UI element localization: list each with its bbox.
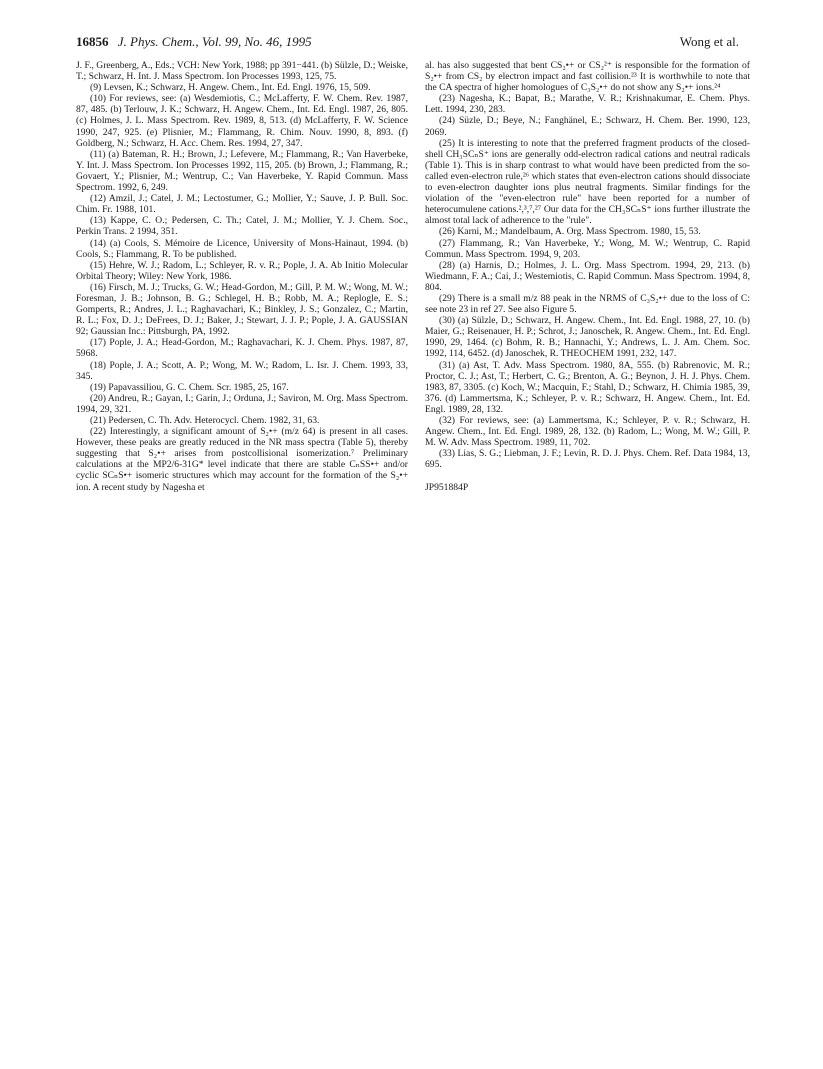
reference-17: (17) Pople, J. A.; Head-Gordon, M.; Raghavachari, K. J. Chem. Phys. 1987, 87, 5968. [76,337,408,360]
reference-10: (10) For reviews, see: (a) Wesdemiotis, C.; McLafferty, F. W. Chem. Rev. 1987, 87, 485. (b) Terlouw, J. K.; Schwarz, H. Angew. Chem., Int. Ed. Engl. 1987, 26, 805. (c) Holmes, J. L. Mass Spectrom. Rev. 1989, 8, 513. (d) McLafferty, F. W. Science 1990, 247, 925. (e) Plisnier, M.; Flammang, R. Chim. Nouv. 1990, 8, 893. (f) Goldberg, N.; Schwarz, H. Acc. Chem. Res. 1994, 27, 347. [76,93,408,149]
reference-25: (25) It is interesting to note that the preferred fragment products of the closed-shell CH₃SCₙS⁺ ions are generally odd-electron radical cations and neutral radicals (Table 1). This is in sharp contrast to what would have been predicted from the so-called even-electron rule,²⁶ which states that even-electron cations should dissociate to even-electron daughter ions plus neutral fragments. Similar findings for the violation of the "even-electron rule" have been reported for a number of heterocumulene cations.²,³,⁷,²⁷ Our data for the CH₃SCₙS⁺ ions further illustrate the almost total lack of adherence to the "rule". [425,137,750,227]
reference-20: (20) Andreu, R.; Gayan, I.; Garin, J.; Orduna, J.; Saviron, M. Org. Mass Spectrom. 1994, 29, 321. [76,392,408,415]
reference-8-continued: J. F., Greenberg, A., Eds.; VCH: New York, 1988; pp 391−441. (b) Sülzle, D.; Weiske, T.; Schwarz, H. Int. J. Mass Spectrom. Ion Processes 1993, 125, 75. [76,60,408,83]
reference-28: (28) (a) Harnis, D.; Holmes, J. L. Org. Mass Spectrom. 1994, 29, 213. (b) Wiedmann, F. A.; Cai, J.; Westemiotis, C. Rapid Commun. Mass Spectrom. 1994, 8, 804. [425,259,750,293]
reference-32: (32) For reviews, see: (a) Lammertsma, K.; Schleyer, P. v. R.; Schwarz, H. Angew. Chem., Int. Ed. Engl. 1989, 28, 132. (b) Radom, L.; Wong, M. W.; Gill, P. M. W. Adv. Mass Spectrom. 1989, 11, 702. [425,415,750,449]
page-number: 16856 [76,34,109,49]
reference-33: (33) Lias, S. G.; Liebman, J. F.; Levin, R. D. J. Phys. Chem. Ref. Data 1984, 13, 695. [425,448,750,471]
references-left-column [76,60,408,493]
reference-13: (13) Kappe, C. O.; Pedersen, C. Th.; Catel, J. M.; Mollier, Y. J. Chem. Soc., Perkin Trans. 2 1994, 351. [76,215,408,238]
reference-18: (18) Pople, J. A.; Scott, A. P.; Wong, M. W.; Radom, L. Isr. J. Chem. 1993, 33, 345. [76,359,408,382]
references-right-column [425,60,750,494]
reference-22: (22) Interestingly, a significant amount of S₂•+ (m/z 64) is present in all cases. However, these peaks are greatly reduced in the NR mass spectra (Table 5), thereby suggesting that S₂•+ arises from postcollisional isomerization.⁷ Preliminary calculations at the MP2/6-31G* level indicate that there are stable CₙSS•+ and/or cyclic SCₙS•+ isomeric structures which may account for the formation of the S₂•+ ion. A recent study by Nagesha et [76,426,408,493]
reference-22-continued: al. has also suggested that bent CS₂•+ or CS₂²⁺ is responsible for the formation of S₂•+ from CS₂ by electron impact and fast collision.²³ It is worthwhile to note that the CA spectra of higher homologues of C₃S₂•+ do not show any S₂•+ ions.²⁴ [425,60,750,94]
reference-27: (27) Flammang, R.; Van Haverbeke, Y.; Wong, M. W.; Wentrup, C. Rapid Commun. Mass Spectrom. 1994, 9, 203. [425,237,750,260]
reference-21: (21) Pedersen, C. Th. Adv. Heterocycl. Chem. 1982, 31, 63. [90,415,320,426]
reference-31: (31) (a) Ast, T. Adv. Mass Spectrom. 1980, 8A, 555. (b) Rabrenovic, M. R.; Proctor, C. J.; Ast, T.; Herbert, C. G.; Brenton, A. G.; Beynon, J. H. J. Phys. Chem. 1983, 87, 3305. (c) Koch, W.; Macquin, F.; Stahl, D.; Schwarz, H. Chimia 1985, 39, 376. (d) Lammertsma, K.; Schleyer, P. v. R.; Schwarz, H. Angew. Chem., Int. Ed. Engl. 1989, 28, 132. [425,359,750,415]
reference-9: (9) Levsen, K.; Schwarz, H. Angew. Chem., Int. Ed. Engl. 1976, 15, 509. [90,82,371,94]
page-header [0,34,823,54]
reference-24: (24) Süzle, D.; Beye, N.; Fanghänel, E.; Schwarz, H. Chem. Ber. 1990, 123, 2069. [425,115,750,138]
reference-30: (30) (a) Sülzle, D.; Schwarz, H. Angew. Chem., Int. Ed. Engl. 1988, 27, 10. (b) Maier, G.; Reisenauer, H. P.; Schrot, J.; Janoschek, R. Angew. Chem., Int. Ed. Engl. 1990, 29, 1464. (c) Bohm, R. B.; Hannachi, Y.; Andrews, L. J. Am. Chem. Soc. 1992, 114, 6452. (d) Janoschek, R. THEOCHEM 1991, 232, 147. [425,315,750,360]
reference-23: (23) Nagesha, K.; Bapat, B.; Marathe, V. R.; Krishnakumar, E. Chem. Phys. Lett. 1994, 230, 283. [425,93,750,116]
reference-26: (26) Karni, M.; Mandelbaum, A. Org. Mass Spectrom. 1980, 15, 53. [439,226,701,238]
reference-16: (16) Firsch, M. J.; Trucks, G. W.; Head-Gordon, M.; Gill, P. M. W.; Wong, M. W.; Foresman, J. B.; Johnson, B. G.; Schlegel, H. B.; Robb, M. A.; Replogle, E. S.; Gomperts, R.; Andres, J. L.; Raghavachari, K.; Binkley, J. S.; Gonzalez, C.; Martin, R. L.; Fox, D. J.; DeFrees, D. J.; Baker, J.; Stewart, J. J. P.; Pople, J. A. GAUSSIAN 92; Gaussian Inc.: Pittsburgh, PA, 1992. [76,281,408,338]
reference-19: (19) Papavassiliou, G. C. Chem. Scr. 1985, 25, 167. [90,381,289,393]
reference-14: (14) (a) Cools, S. Mémoire de Licence, University of Mons-Hainaut, 1994. (b) Cools, S.; Flammang, R. To be published. [76,237,408,260]
journal-citation: J. Phys. Chem., Vol. 99, No. 46, 1995 [117,34,312,49]
reference-15: (15) Hehre, W. J.; Radom, L.; Schleyer, R. v. R.; Pople, J. A. Ab Initio Molecular Orbital Theory; Wiley: New York, 1986. [76,259,408,282]
reference-11: (11) (a) Bateman, R. H.; Brown, J.; Lefevere, M.; Flammang, R.; Van Haverbeke, Y. Int. J. Mass Spectrom. Ion Processes 1992, 115, 205. (b) Brown, J.; Flammang, R.; Govaert, Y.; Plisnier, M.; Wentrup, C.; Van Haverbeke, Y. Rapid Commun. Mass Spectrom. 1992, 6, 249. [76,148,408,194]
reference-29: (29) There is a small m/z 88 peak in the NRMS of C₃S₂•+ due to the loss of C: see note 23 in ref 27. See also Figure 5. [425,292,750,316]
running-authors: Wong et al. [679,34,739,49]
running-head [76,34,312,50]
manuscript-id: JP951884P [425,482,469,494]
reference-12: (12) Amzil, J.; Catel, J. M.; Lectostumer, G.; Mollier, Y.; Sauve, J. P. Bull. Soc. Chim. Fr. 1988, 101. [76,193,408,216]
